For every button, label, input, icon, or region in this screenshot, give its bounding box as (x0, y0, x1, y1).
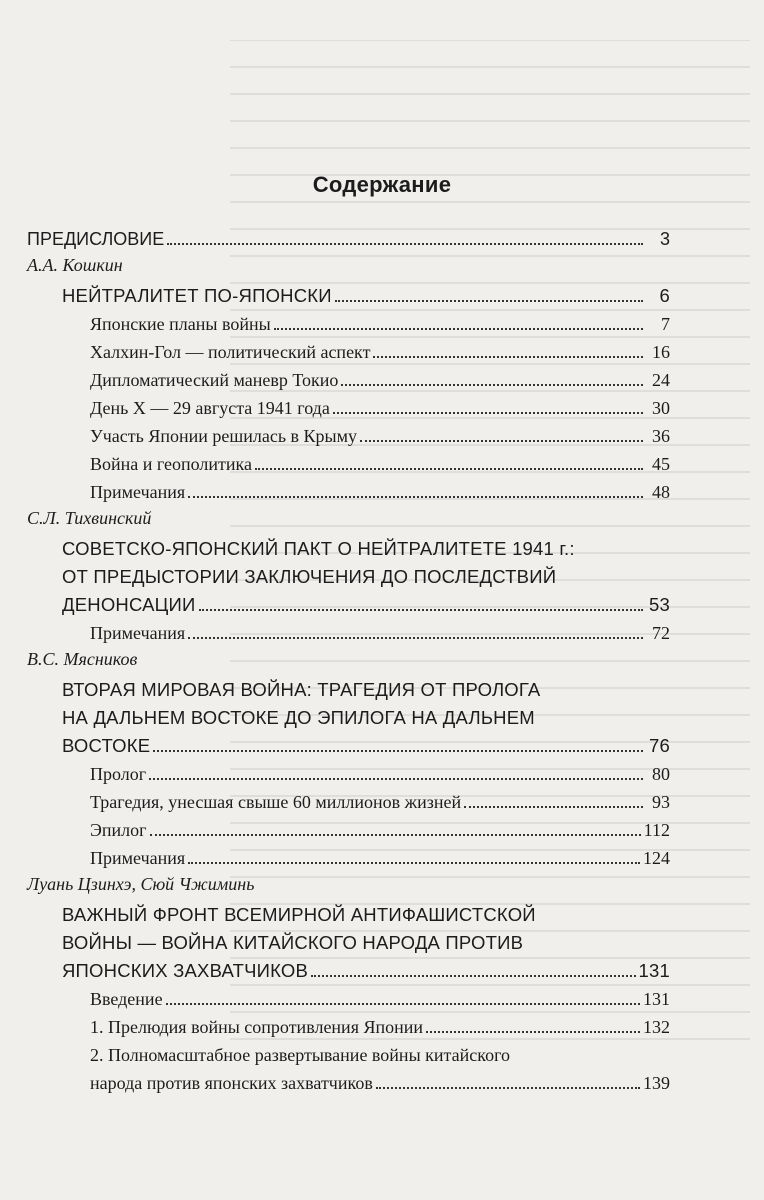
subsection-entry (27, 1010, 670, 1038)
toc-entry-label: Трагедия, унесшая свыше 60 миллионов жизней (90, 792, 462, 812)
dot-leader (274, 328, 643, 330)
section-heading-line (27, 560, 670, 588)
page-title: Содержание (312, 172, 452, 197)
toc-entry-label: ЯПОНСКИХ ЗАХВАТЧИКОВ (62, 960, 309, 981)
toc-entry-label: Участь Японии решилась в Крыму (90, 426, 358, 446)
dot-leader (199, 609, 643, 611)
toc-page-number: 139 (643, 1073, 670, 1093)
toc-page-number: 72 (652, 623, 670, 643)
subsection-entry (27, 475, 670, 503)
subsection-text: 2. Полномасштабное развертывание войны китайского (90, 1045, 511, 1065)
dot-leader (166, 1003, 640, 1005)
section-heading (27, 729, 670, 757)
toc-section (27, 870, 670, 1094)
dot-leader (153, 750, 643, 752)
subsection-entry (27, 1066, 670, 1094)
section-author: А.А. Кошкин (27, 255, 123, 275)
toc-page-number: 93 (652, 792, 670, 812)
subsection-entry (27, 335, 670, 363)
toc-entry-label: День Х — 29 августа 1941 года (90, 398, 330, 418)
toc-entry-label: Введение (90, 989, 163, 1009)
subsection-entry (27, 307, 670, 335)
subsection-entry (27, 785, 670, 813)
subsection-entry (27, 982, 670, 1010)
dot-leader (167, 243, 643, 245)
dot-leader (373, 356, 643, 358)
dot-leader (426, 1031, 640, 1033)
toc-entry-label: Примечания (90, 848, 186, 868)
dot-leader (188, 862, 640, 864)
table-of-contents (27, 222, 670, 1094)
dot-leader (360, 440, 643, 442)
section-heading-line (27, 701, 670, 729)
section-heading (27, 279, 670, 307)
section-heading-line (27, 673, 670, 701)
dot-leader (333, 412, 643, 414)
toc-page-number: 24 (652, 370, 670, 390)
toc-page-number: 6 (659, 285, 670, 306)
dot-leader (255, 468, 643, 470)
toc-page-number: 16 (652, 342, 670, 362)
toc-section (27, 645, 670, 869)
dot-leader (335, 300, 643, 302)
dot-leader (311, 975, 636, 977)
toc-entry-label: Пролог (90, 764, 147, 784)
dot-leader (149, 778, 643, 780)
toc-page-number: 7 (661, 314, 670, 334)
section-heading-text: НА ДАЛЬНЕМ ВОСТОКЕ ДО ЭПИЛОГА НА ДАЛЬНЕМ (62, 707, 535, 728)
subsection-entry (27, 447, 670, 475)
dot-leader (188, 496, 643, 498)
dot-leader (341, 384, 643, 386)
dot-leader (376, 1087, 640, 1089)
toc-page-number: 53 (649, 594, 670, 615)
toc-entry-label: ДЕНОНСАЦИИ (62, 594, 196, 615)
dot-leader (150, 834, 641, 836)
subsection-entry (27, 363, 670, 391)
toc-entry-label: Примечания (90, 482, 186, 502)
toc-page-number: 124 (643, 848, 670, 868)
section-author: С.Л. Тихвинский (27, 508, 152, 528)
toc-section (27, 251, 670, 503)
toc-entry-label: 1. Прелюдия войны сопротивления Японии (90, 1017, 424, 1037)
toc-entry-label: Примечания (90, 623, 186, 643)
toc-entry-label: Война и геополитика (90, 454, 252, 474)
subsection-line (27, 1038, 670, 1066)
section-heading-line (27, 926, 670, 954)
subsection-entry (27, 841, 670, 869)
section-heading-text: ВАЖНЫЙ ФРОНТ ВСЕМИРНОЙ АНТИФАШИСТСКОЙ (62, 904, 536, 925)
toc-page-number: 30 (652, 398, 670, 418)
toc-page-number: 76 (649, 735, 670, 756)
section-heading-text: ВОЙНЫ — ВОЙНА КИТАЙСКОГО НАРОДА ПРОТИВ (62, 932, 524, 953)
toc-page-number: 45 (652, 454, 670, 474)
subsection-entry (27, 419, 670, 447)
toc-entry-label: народа против японских захватчиков (90, 1073, 373, 1093)
subsection-entry (27, 391, 670, 419)
toc-page-number: 36 (652, 426, 670, 446)
toc-sections (27, 251, 670, 1094)
dot-leader (464, 806, 643, 808)
toc-entry-label: Халхин-Гол — политический аспект (90, 342, 371, 362)
toc-page-number: 131 (638, 960, 670, 981)
toc-entry-label: ПРЕДИСЛОВИЕ (27, 229, 165, 249)
toc-entry-label: Японские планы войны (90, 314, 271, 334)
toc-entry-label: Эпилог (90, 820, 147, 840)
toc-entry-label: ВОСТОКЕ (62, 735, 151, 756)
toc-entry-label: Дипломатический маневр Токио (90, 370, 339, 390)
section-author: В.С. Мясников (27, 649, 138, 669)
toc-page-number: 112 (643, 820, 670, 840)
section-author: Луань Цзинхэ, Сюй Чжиминь (27, 874, 255, 894)
dot-leader (188, 637, 643, 639)
toc-page-number: 80 (652, 764, 670, 784)
toc-page-number: 3 (659, 229, 670, 249)
subsection-entry (27, 616, 670, 644)
section-heading-text: ВТОРАЯ МИРОВАЯ ВОЙНА: ТРАГЕДИЯ ОТ ПРОЛОГА (62, 679, 541, 700)
section-heading-line (27, 898, 670, 926)
toc-entry-preface (27, 222, 670, 250)
section-heading-text: ОТ ПРЕДЫСТОРИИ ЗАКЛЮЧЕНИЯ ДО ПОСЛЕДСТВИЙ (62, 566, 557, 587)
toc-entry-label: НЕЙТРАЛИТЕТ ПО-ЯПОНСКИ (62, 285, 332, 306)
section-heading-line (27, 532, 670, 560)
toc-page-number: 48 (652, 482, 670, 502)
section-heading (27, 588, 670, 616)
toc-page-number: 132 (643, 1017, 670, 1037)
subsection-entry (27, 813, 670, 841)
section-heading (27, 954, 670, 982)
section-heading-text: СОВЕТСКО-ЯПОНСКИЙ ПАКТ О НЕЙТРАЛИТЕТЕ 1941 г.: (62, 538, 575, 559)
toc-section (27, 504, 670, 644)
toc-page-number: 131 (643, 989, 670, 1009)
subsection-entry (27, 757, 670, 785)
